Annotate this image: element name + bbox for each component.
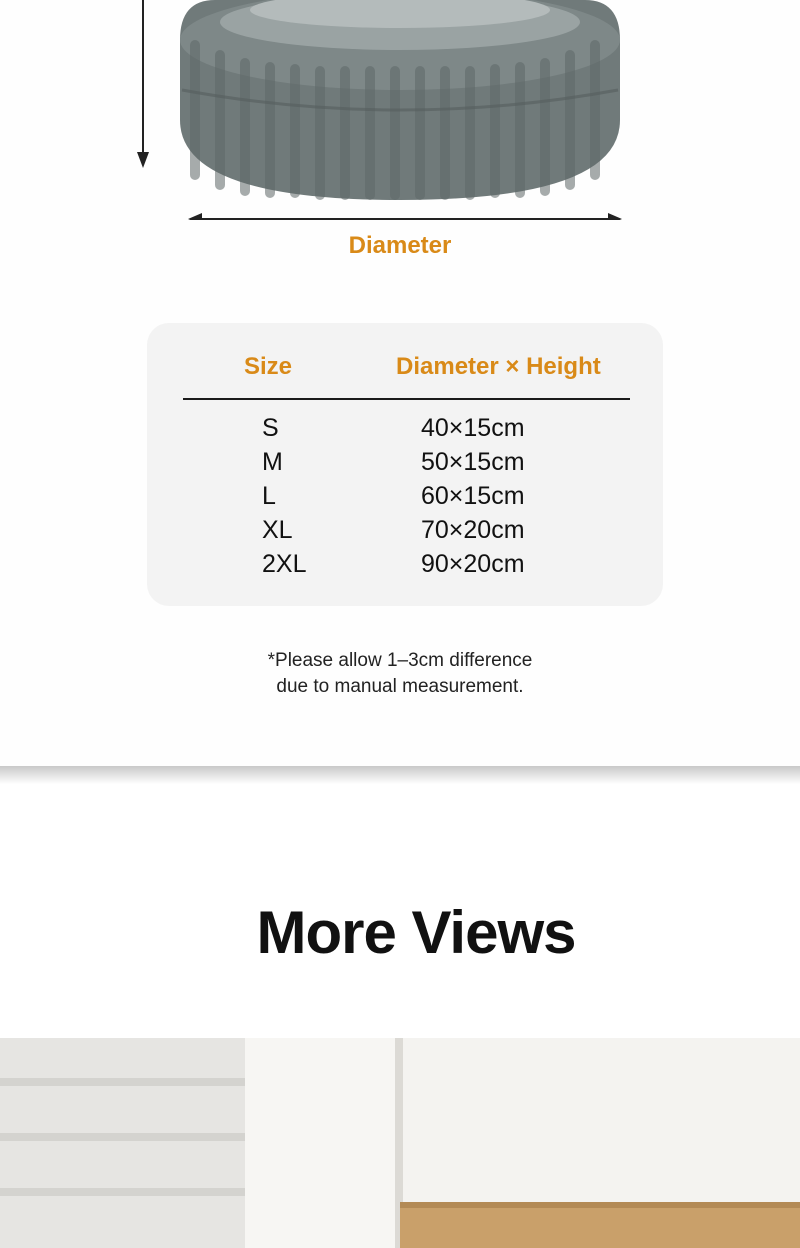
size-cell: S [262,414,279,442]
room-photo [0,1038,800,1248]
table-row [0,516,800,550]
table-divider [183,398,630,400]
size-cell: L [262,482,276,510]
table-row [0,448,800,482]
measurement-note [0,648,800,700]
size-column-header: Size [244,353,293,380]
section-divider [0,766,800,784]
table-row [0,482,800,516]
note-line-2: due to manual measurement. [276,676,524,697]
diameter-label: Diameter [348,232,452,259]
size-cell: XL [262,516,293,544]
dimension-cell: 40×15cm [421,414,525,442]
note-line-1: *Please allow 1–3cm difference [267,650,533,671]
pet-bed-photo [0,0,800,220]
more-views-title: More Views [256,899,576,966]
size-cell: M [262,448,283,476]
dimension-column-header: Diameter × Height [396,353,601,380]
table-row [0,550,800,584]
table-row [0,414,800,448]
size-cell: 2XL [262,550,307,578]
dimension-cell: 60×15cm [421,482,525,510]
dimension-cell: 70×20cm [421,516,525,544]
dimension-cell: 50×15cm [421,448,525,476]
size-table-body [0,414,800,584]
dimension-cell: 90×20cm [421,550,525,578]
